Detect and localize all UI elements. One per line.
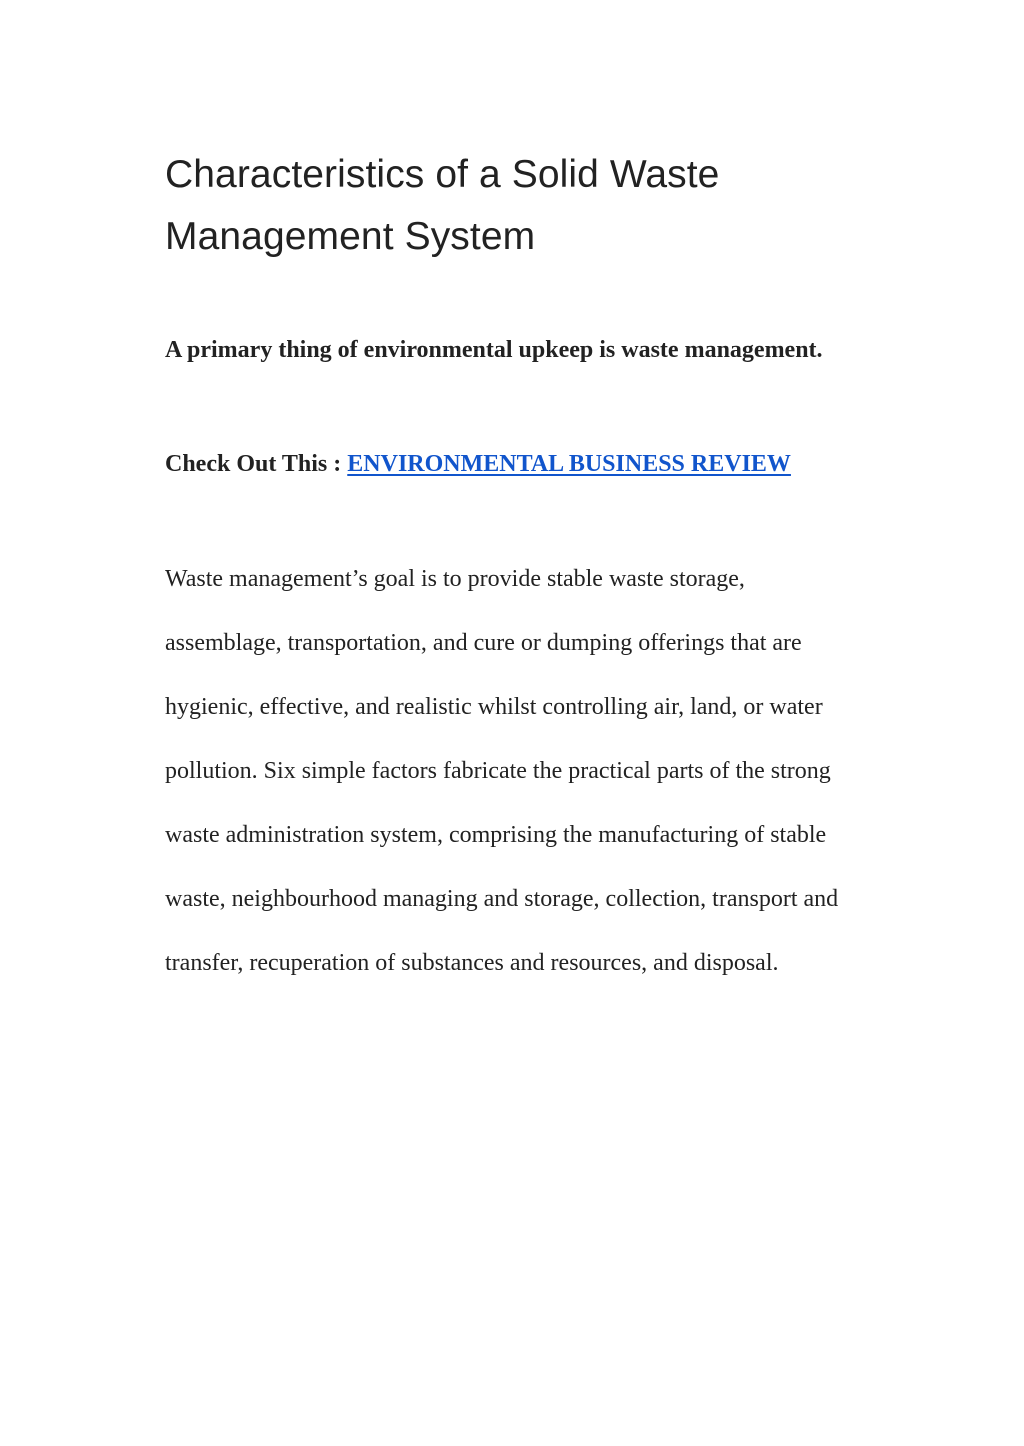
environmental-business-review-link[interactable]: ENVIRONMENTAL BUSINESS REVIEW (347, 451, 791, 477)
lead-paragraph: A primary thing of environmental upkeep is waste management. (165, 337, 823, 363)
check-out-line (165, 432, 865, 496)
check-out-label: Check Out This : (165, 451, 348, 477)
document-title: Characteristics of a Solid Waste Management System (165, 153, 720, 258)
body-paragraph: Waste management’s goal is to provide stable waste storage, assemblage, transportation, and cure or dumping offerings that are hygienic, effective, and realistic whilst controlling air, land, or water pollution. Six simple factors fabricate the practical parts of the strong waste administration system, comprising the manufacturing of stable waste, neighbourhood managing and storage, collection, transport and transfer, recuperation of substances and resources, and disposal. (165, 566, 839, 976)
document-content (165, 144, 865, 995)
